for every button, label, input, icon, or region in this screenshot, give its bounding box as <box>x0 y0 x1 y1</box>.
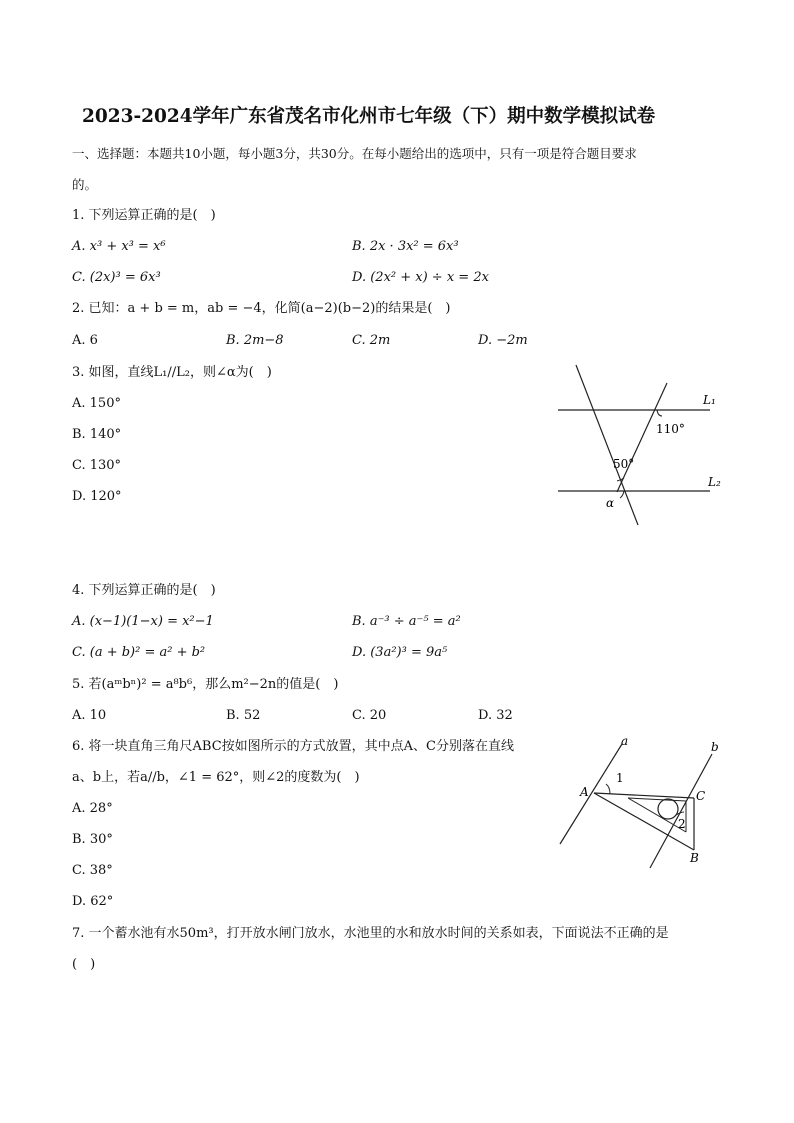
q1-stem: 1. 下列运算正确的是( ) <box>72 208 216 223</box>
q6-label-b: b <box>711 740 719 754</box>
q3-label-l2: L₂ <box>708 475 721 489</box>
q4-option-a: A. (x−1)(1−x) = x²−1 <box>72 614 214 629</box>
q3-stem: 3. 如图，直线L₁//L₂，则∠α为( ) <box>72 365 272 380</box>
q2-option-b: B. 2m−8 <box>226 333 284 348</box>
q3-arc-110 <box>657 410 662 416</box>
q4-option-c: C. (a + b)² = a² + b² <box>72 645 206 660</box>
q4-stem: 4. 下列运算正确的是( ) <box>72 583 216 598</box>
q2-stem: 2. 已知：a + b = m，ab = −4，化简(a−2)(b−2)的结果是( ) <box>72 301 451 316</box>
q5-option-a: A. 10 <box>72 708 107 723</box>
q3-label-50: 50° <box>613 457 635 471</box>
q6-stem-line1: 6. 将一块直角三角尺ABC按如图所示的方式放置，其中点A、C分别落在直线 <box>72 739 515 754</box>
q6-option-a: A. 28° <box>72 801 113 816</box>
q6-label-2: 2 <box>678 817 686 831</box>
q5-option-b: B. 52 <box>226 708 261 723</box>
q6-inner-ac <box>628 798 686 801</box>
q6-label-A: A <box>580 785 589 799</box>
q5-stem: 5. 若(aᵐbⁿ)² = a⁸b⁶，那么m²−2n的值是( ) <box>72 677 339 692</box>
q1-option-c: C. (2x)³ = 6x³ <box>72 270 161 285</box>
q2-option-a: A. 6 <box>72 333 98 348</box>
q1-option-d: D. (2x² + x) ÷ x = 2x <box>352 270 489 285</box>
q3-option-a: A. 150° <box>72 396 121 411</box>
q3-option-b: B. 140° <box>72 427 122 442</box>
q3-label-l1: L₁ <box>703 393 716 407</box>
section-instruction-line2: 的。 <box>72 177 98 192</box>
q6-stem-line2: a、b上，若a//b，∠1 = 62°，则∠2的度数为( ) <box>72 770 360 785</box>
q6-figure <box>550 732 730 872</box>
q2-option-d: D. −2m <box>478 333 528 348</box>
q2-option-c: C. 2m <box>352 333 391 348</box>
q7-stem-line2: ( ) <box>72 957 96 972</box>
q3-label-alpha: α <box>606 496 615 510</box>
q6-option-c: C. 38° <box>72 863 113 878</box>
q6-arc-1 <box>606 784 610 794</box>
section-instruction-line1: 一、选择题：本题共10小题，每小题3分，共30分。在每小题给出的选项中，只有一项是符合题目要求 <box>72 146 637 161</box>
q6-label-1: 1 <box>616 771 624 785</box>
q6-line-b <box>650 754 712 868</box>
q5-option-c: C. 20 <box>352 708 387 723</box>
q3-label-110: 110° <box>656 422 685 436</box>
q6-option-d: D. 62° <box>72 894 114 909</box>
q1-option-b: B. 2x · 3x² = 6x³ <box>352 239 459 254</box>
q6-label-B: B <box>690 851 699 865</box>
q3-arc-alpha <box>620 491 624 498</box>
q3-option-c: C. 130° <box>72 458 122 473</box>
page-title: 2023-2024学年广东省茂名市化州市七年级（下）期中数学模拟试卷 <box>82 106 656 127</box>
q6-ruler-hole <box>658 799 678 819</box>
q4-option-d: D. (3a²)³ = 9a⁵ <box>352 645 448 660</box>
q5-option-d: D. 32 <box>478 708 513 723</box>
q6-label-C: C <box>696 789 706 803</box>
q6-option-b: B. 30° <box>72 832 113 847</box>
q7-stem-line1: 7. 一个蓄水池有水50m³，打开放水闸门放水，水池里的水和放水时间的关系如表，下面说法不正确的是 <box>72 926 669 941</box>
q3-figure <box>550 360 750 535</box>
q6-side-ac <box>594 793 694 798</box>
q4-option-b: B. a⁻³ ÷ a⁻⁵ = a² <box>352 614 461 629</box>
q1-option-a: A. x³ + x³ = x⁶ <box>72 239 166 254</box>
q6-label-a: a <box>621 734 629 748</box>
q3-option-d: D. 120° <box>72 489 122 504</box>
q3-transversal-right <box>617 383 667 492</box>
